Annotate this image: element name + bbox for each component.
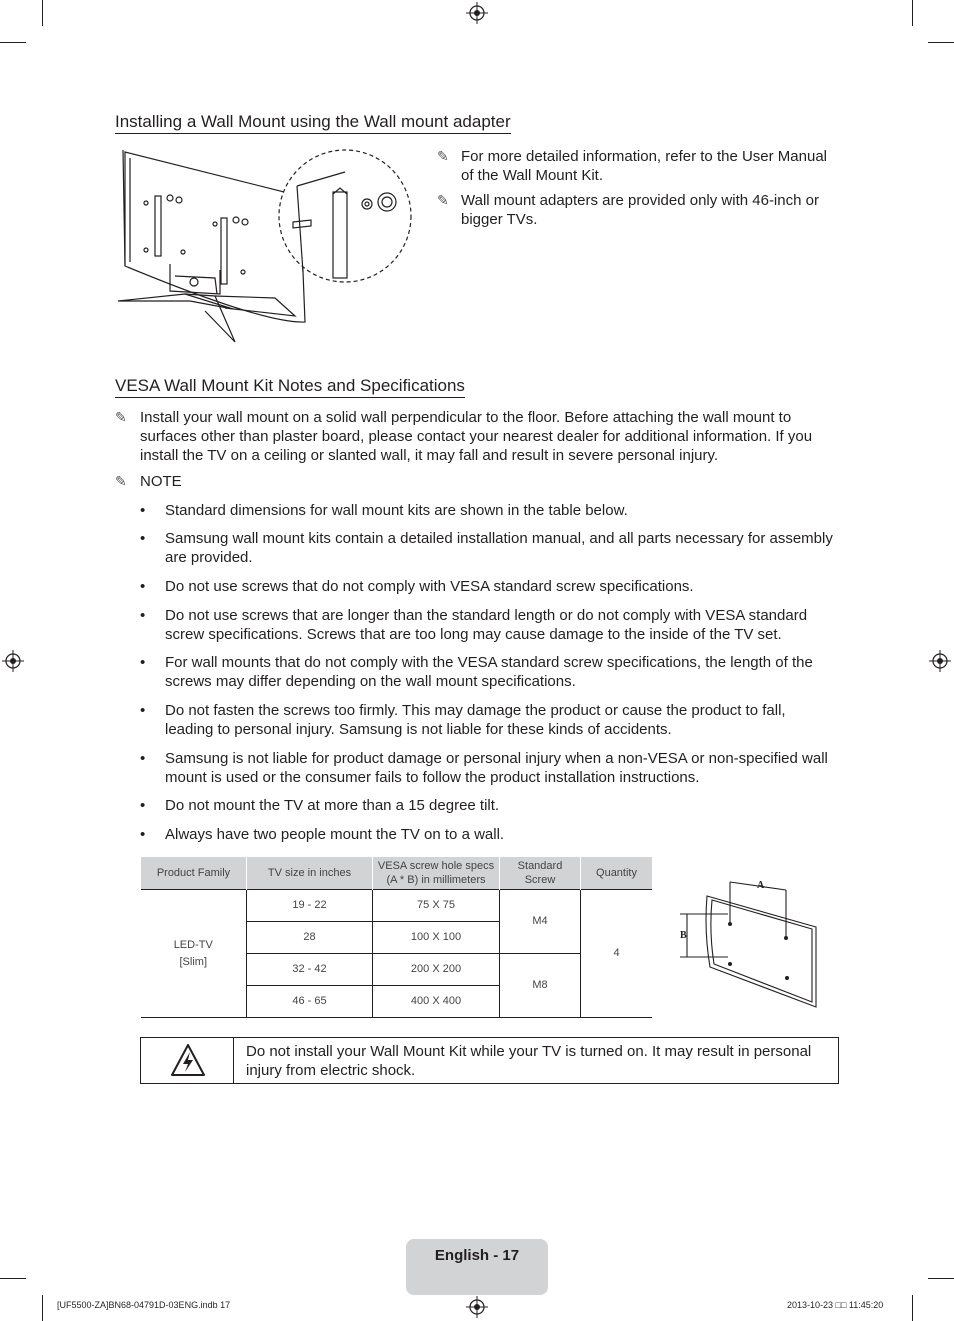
table-cell-quantity: 4: [581, 890, 653, 1018]
registration-mark-icon: [2, 650, 24, 672]
registration-mark-icon: [466, 1296, 488, 1318]
footer-file-info: [UF5500-ZA]BN68-04791D-03ENG.indb 17: [57, 1300, 231, 1310]
crop-mark: [42, 1295, 43, 1321]
table-cell: 400 X 400: [373, 986, 500, 1018]
table-cell: 28: [247, 922, 373, 954]
table-header: VESA screw hole specs (A * B) in millimeters: [373, 857, 500, 890]
page-number-tab: [406, 1239, 548, 1295]
warning-text: Do not install your Wall Mount Kit while your TV is turned on. It may result in personal injury from electric shock.: [246, 1043, 812, 1079]
table-cell: 200 X 200: [373, 954, 500, 986]
table-header: Standard Screw: [500, 857, 581, 890]
table-cell: 46 - 65: [247, 986, 373, 1018]
crop-mark: [0, 1278, 26, 1279]
note-heading: ✎ NOTE: [115, 473, 182, 490]
crop-mark: [912, 0, 913, 26]
note-install-solid-wall: ✎ Install your wall mount on a solid wall perpendicular to the floor. Before attaching the wall mount to surfaces other than plaster board, please contact your nearest dealer for additional information. If you install the TV on a ceiling or slanted wall, it may fall and result in severe personal injury.: [115, 409, 813, 464]
pencil-note-icon: ✎: [437, 192, 449, 208]
tv-wall-mount-adapter-illustration: [115, 146, 415, 346]
pencil-note-icon: ✎: [115, 473, 127, 489]
crop-mark: [0, 42, 26, 43]
table-header-row: [141, 857, 653, 890]
table-header: TV size in inches: [247, 857, 373, 890]
dimension-label-b: B: [680, 930, 687, 941]
vesa-spec-table: [140, 857, 652, 1018]
dimension-label-a: A: [757, 880, 765, 891]
footer-timestamp: 2013-10-23 □□ 11:45:20: [787, 1300, 884, 1310]
electric-shock-warning-icon: [170, 1043, 206, 1077]
section-heading-wall-mount-adapter: Installing a Wall Mount using the Wall mount adapter: [115, 112, 511, 134]
warning-icon-cell: [141, 1038, 234, 1083]
pencil-note-icon: ✎: [115, 409, 127, 425]
table-cell: 100 X 100: [373, 922, 500, 954]
table-header: Quantity: [581, 857, 653, 890]
table-cell: 32 - 42: [247, 954, 373, 986]
table-cell: 19 - 22: [247, 890, 373, 922]
table-cell: 75 X 75: [373, 890, 500, 922]
warning-box: [140, 1037, 839, 1084]
table-header: Product Family: [141, 857, 247, 890]
crop-mark: [42, 0, 43, 26]
crop-mark: [912, 1295, 913, 1321]
crop-mark: [928, 42, 954, 43]
note-user-manual: ✎ For more detailed information, refer to the User Manual of the Wall Mount Kit.: [437, 148, 827, 184]
registration-mark-icon: [466, 2, 488, 24]
registration-mark-icon: [929, 650, 951, 672]
note-adapter-sizes: ✎ Wall mount adapters are provided only with 46-inch or bigger TVs.: [437, 192, 819, 228]
table-cell: M4: [500, 890, 581, 954]
table-row: [141, 890, 653, 922]
crop-mark: [928, 1278, 954, 1279]
page-number: English - 17: [434, 1247, 520, 1264]
pencil-note-icon: ✎: [437, 148, 449, 164]
table-cell-family: LED-TV [Slim]: [141, 890, 247, 1018]
section-heading-vesa-notes: VESA Wall Mount Kit Notes and Specifications: [115, 376, 465, 398]
table-cell: M8: [500, 954, 581, 1018]
vesa-ab-diagram: [676, 872, 826, 1012]
